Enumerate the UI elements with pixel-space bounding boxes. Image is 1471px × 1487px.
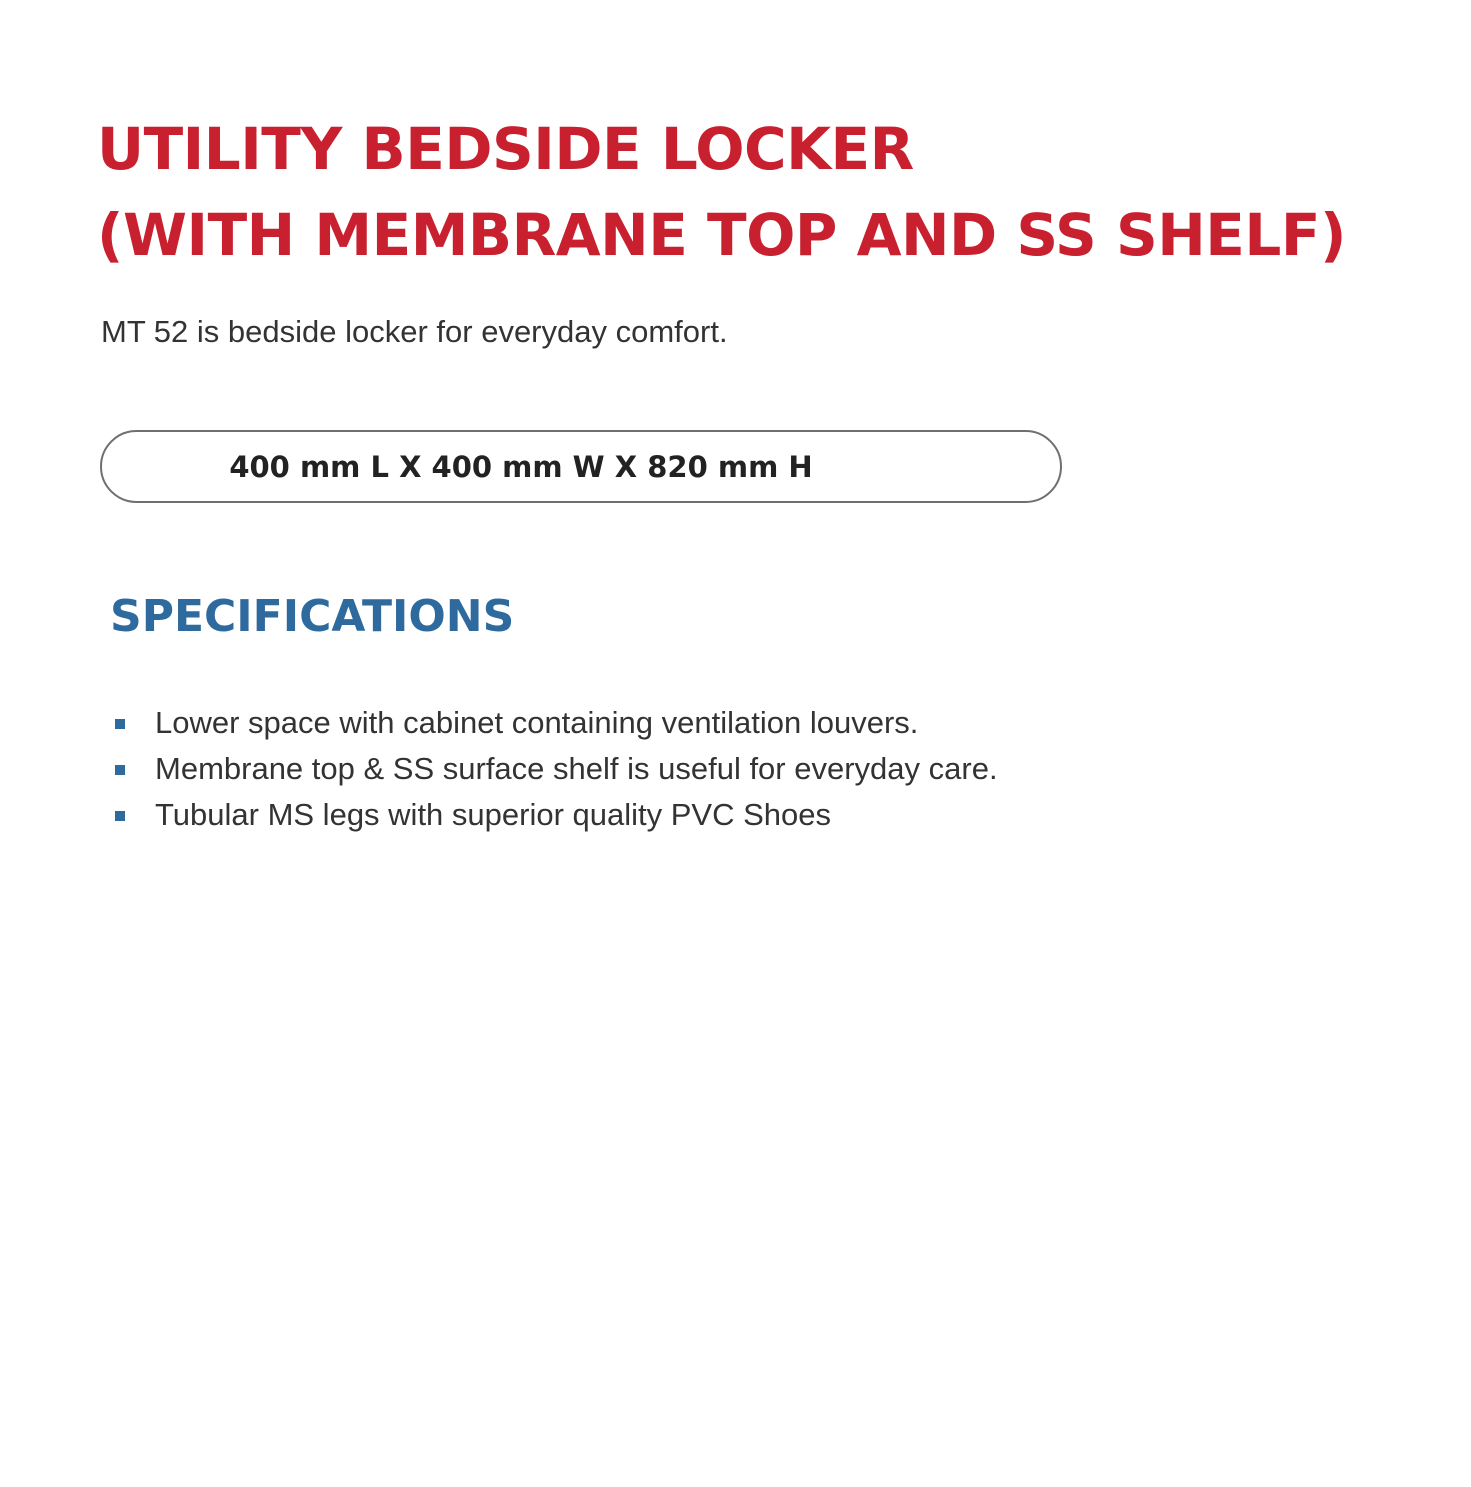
product-title-line-2: (WITH MEMBRANE TOP AND SS SHELF)	[97, 201, 1347, 269]
dimensions-pill	[100, 430, 1062, 503]
square-bullet-icon	[115, 765, 125, 775]
list-item	[112, 792, 1072, 838]
dimensions-text: 400 mm L X 400 mm W X 820 mm H	[229, 449, 813, 484]
product-intro: MT 52 is bedside locker for everyday comfort.	[101, 314, 728, 349]
list-item-text: Lower space with cabinet containing ventilation louvers.	[155, 705, 919, 740]
list-item-text: Membrane top & SS surface shelf is useful for everyday care.	[155, 751, 998, 786]
specifications-heading: SPECIFICATIONS	[110, 591, 515, 642]
product-title	[97, 106, 1346, 278]
product-title-line-1: UTILITY BEDSIDE LOCKER	[97, 115, 914, 183]
specifications-list	[112, 700, 1072, 838]
list-item	[112, 700, 1072, 746]
list-item-text: Tubular MS legs with superior quality PVC Shoes	[155, 797, 831, 832]
square-bullet-icon	[115, 719, 125, 729]
square-bullet-icon	[115, 811, 125, 821]
list-item	[112, 746, 1072, 792]
